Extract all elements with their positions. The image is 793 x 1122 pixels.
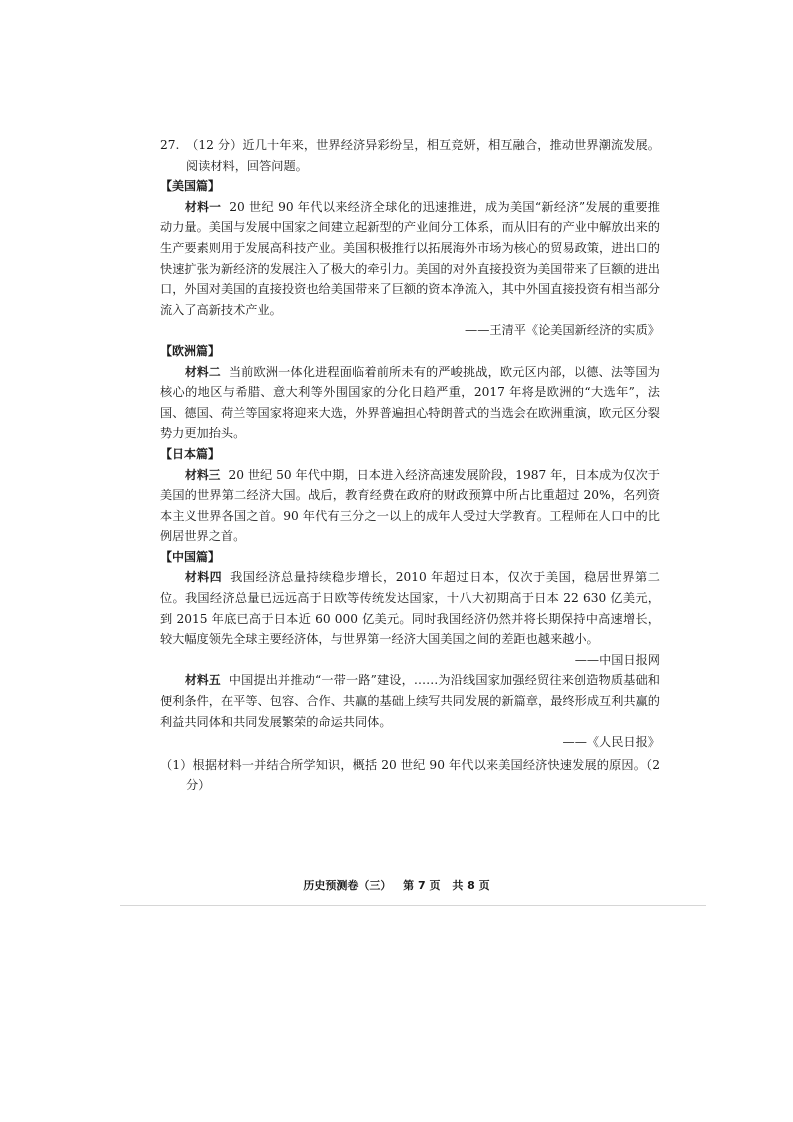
footer-total-pages: 共 8 页: [452, 879, 490, 892]
material-2-label: 材料二: [185, 364, 221, 379]
question-number: 27.: [160, 138, 180, 152]
material-4-text: 我国经济总量持续稳步增长，2010 年超过日本，仅次于美国，稳居世界第二位。我国经济总量已远远高于日欧等传统发达国家，十八大初期高于日本 22 630 亿美元，到 2015 年底已高于日本近 60 000 亿美元。同时我国经济仍然并将长期保持中高速增长，较大幅度领先全球主要经济体，与世界第一经济大国美国之间的差距也越来越小。: [160, 570, 660, 647]
material-5-source: ——《人民日报》: [562, 735, 660, 750]
material-4: [160, 567, 660, 649]
sub-question-1: （1）根据材料一并结合所学知识，概括 20 世纪 90 年代以来美国经济快速发展的原因。（2 分）: [160, 757, 660, 793]
material-4-source: ——中国日报网: [574, 652, 660, 667]
material-5-text: 中国提出并推动“一带一路”建设，……为沿线国家加强经贸往来创造物质基础和便利条件，在平等、包容、合作、共赢的基础上续写共同发展的新篇章，最终形成互利共赢的利益共同体和共同发展繁荣的命运共同体。: [160, 673, 660, 729]
material-3: [160, 465, 660, 547]
material-3-label: 材料三: [185, 467, 221, 482]
section-heading-china: 【中国篇】: [160, 549, 221, 564]
material-5: [160, 670, 660, 732]
question-intro: [160, 135, 660, 176]
material-1-source: ——王清平《论美国新经济的实质》: [465, 323, 660, 338]
page-footer: [0, 877, 793, 893]
material-5-label: 材料五: [185, 673, 221, 688]
footer-page-number: 第 7 页: [403, 879, 441, 892]
material-2: [160, 362, 660, 444]
material-1-label: 材料一: [185, 199, 222, 214]
footer-divider: [120, 905, 706, 906]
material-4-label: 材料四: [185, 570, 223, 585]
section-heading-japan: 【日本篇】: [160, 446, 221, 461]
material-1: [160, 197, 660, 321]
question-intro-text: （12 分）近几十年来，世界经济异彩纷呈，相互竞妍，相互融合，推动世界潮流发展。阅读材料，回答问题。: [186, 138, 660, 173]
material-2-text: 当前欧洲一体化进程面临着前所未有的严峻挑战，欧元区内部，以德、法等国为核心的地区与希腊、意大利等外围国家的分化日趋严重，2017 年将是欧洲的“大选年”，法国、德国、荷兰等国家将迎来大选，外界普遍担心特朗普式的当选会在欧洲重演，欧元区分裂势力更加抬头。: [160, 364, 660, 441]
footer-title: 历史预测卷（三）: [303, 879, 392, 892]
section-heading-europe: 【欧洲篇】: [160, 343, 221, 358]
section-heading-us: 【美国篇】: [160, 179, 221, 194]
material-3-text: 20 世纪 50 年代中期，日本进入经济高速发展阶段，1987 年，日本成为仅次于美国的世界第二经济大国。战后，教育经费在政府的财政预算中所占比重超过 20%，名列资本主义世界各国之首。90 年代有三分之一以上的成年人受过大学教育。工程师在人口中的比例居世界之首。: [160, 467, 660, 544]
question-block: [160, 135, 660, 796]
material-1-text: 20 世纪 90 年代以来经济全球化的迅速推进，成为美国“新经济”发展的重要推动力量。美国与发展中国家之间建立起新型的产业间分工体系，而从旧有的产业中解放出来的生产要素则用于发展高科技产业。美国积极推行以拓展海外市场为核心的贸易政策，进出口的快速扩张为新经济的发展注入了极大的牵引力。美国的对外直接投资为美国带来了巨额的进出口，外国对美国的直接投资也给美国带来了巨额的资本净流入，其中外国直接投资有相当部分流入了高新技术产业。: [160, 199, 660, 317]
